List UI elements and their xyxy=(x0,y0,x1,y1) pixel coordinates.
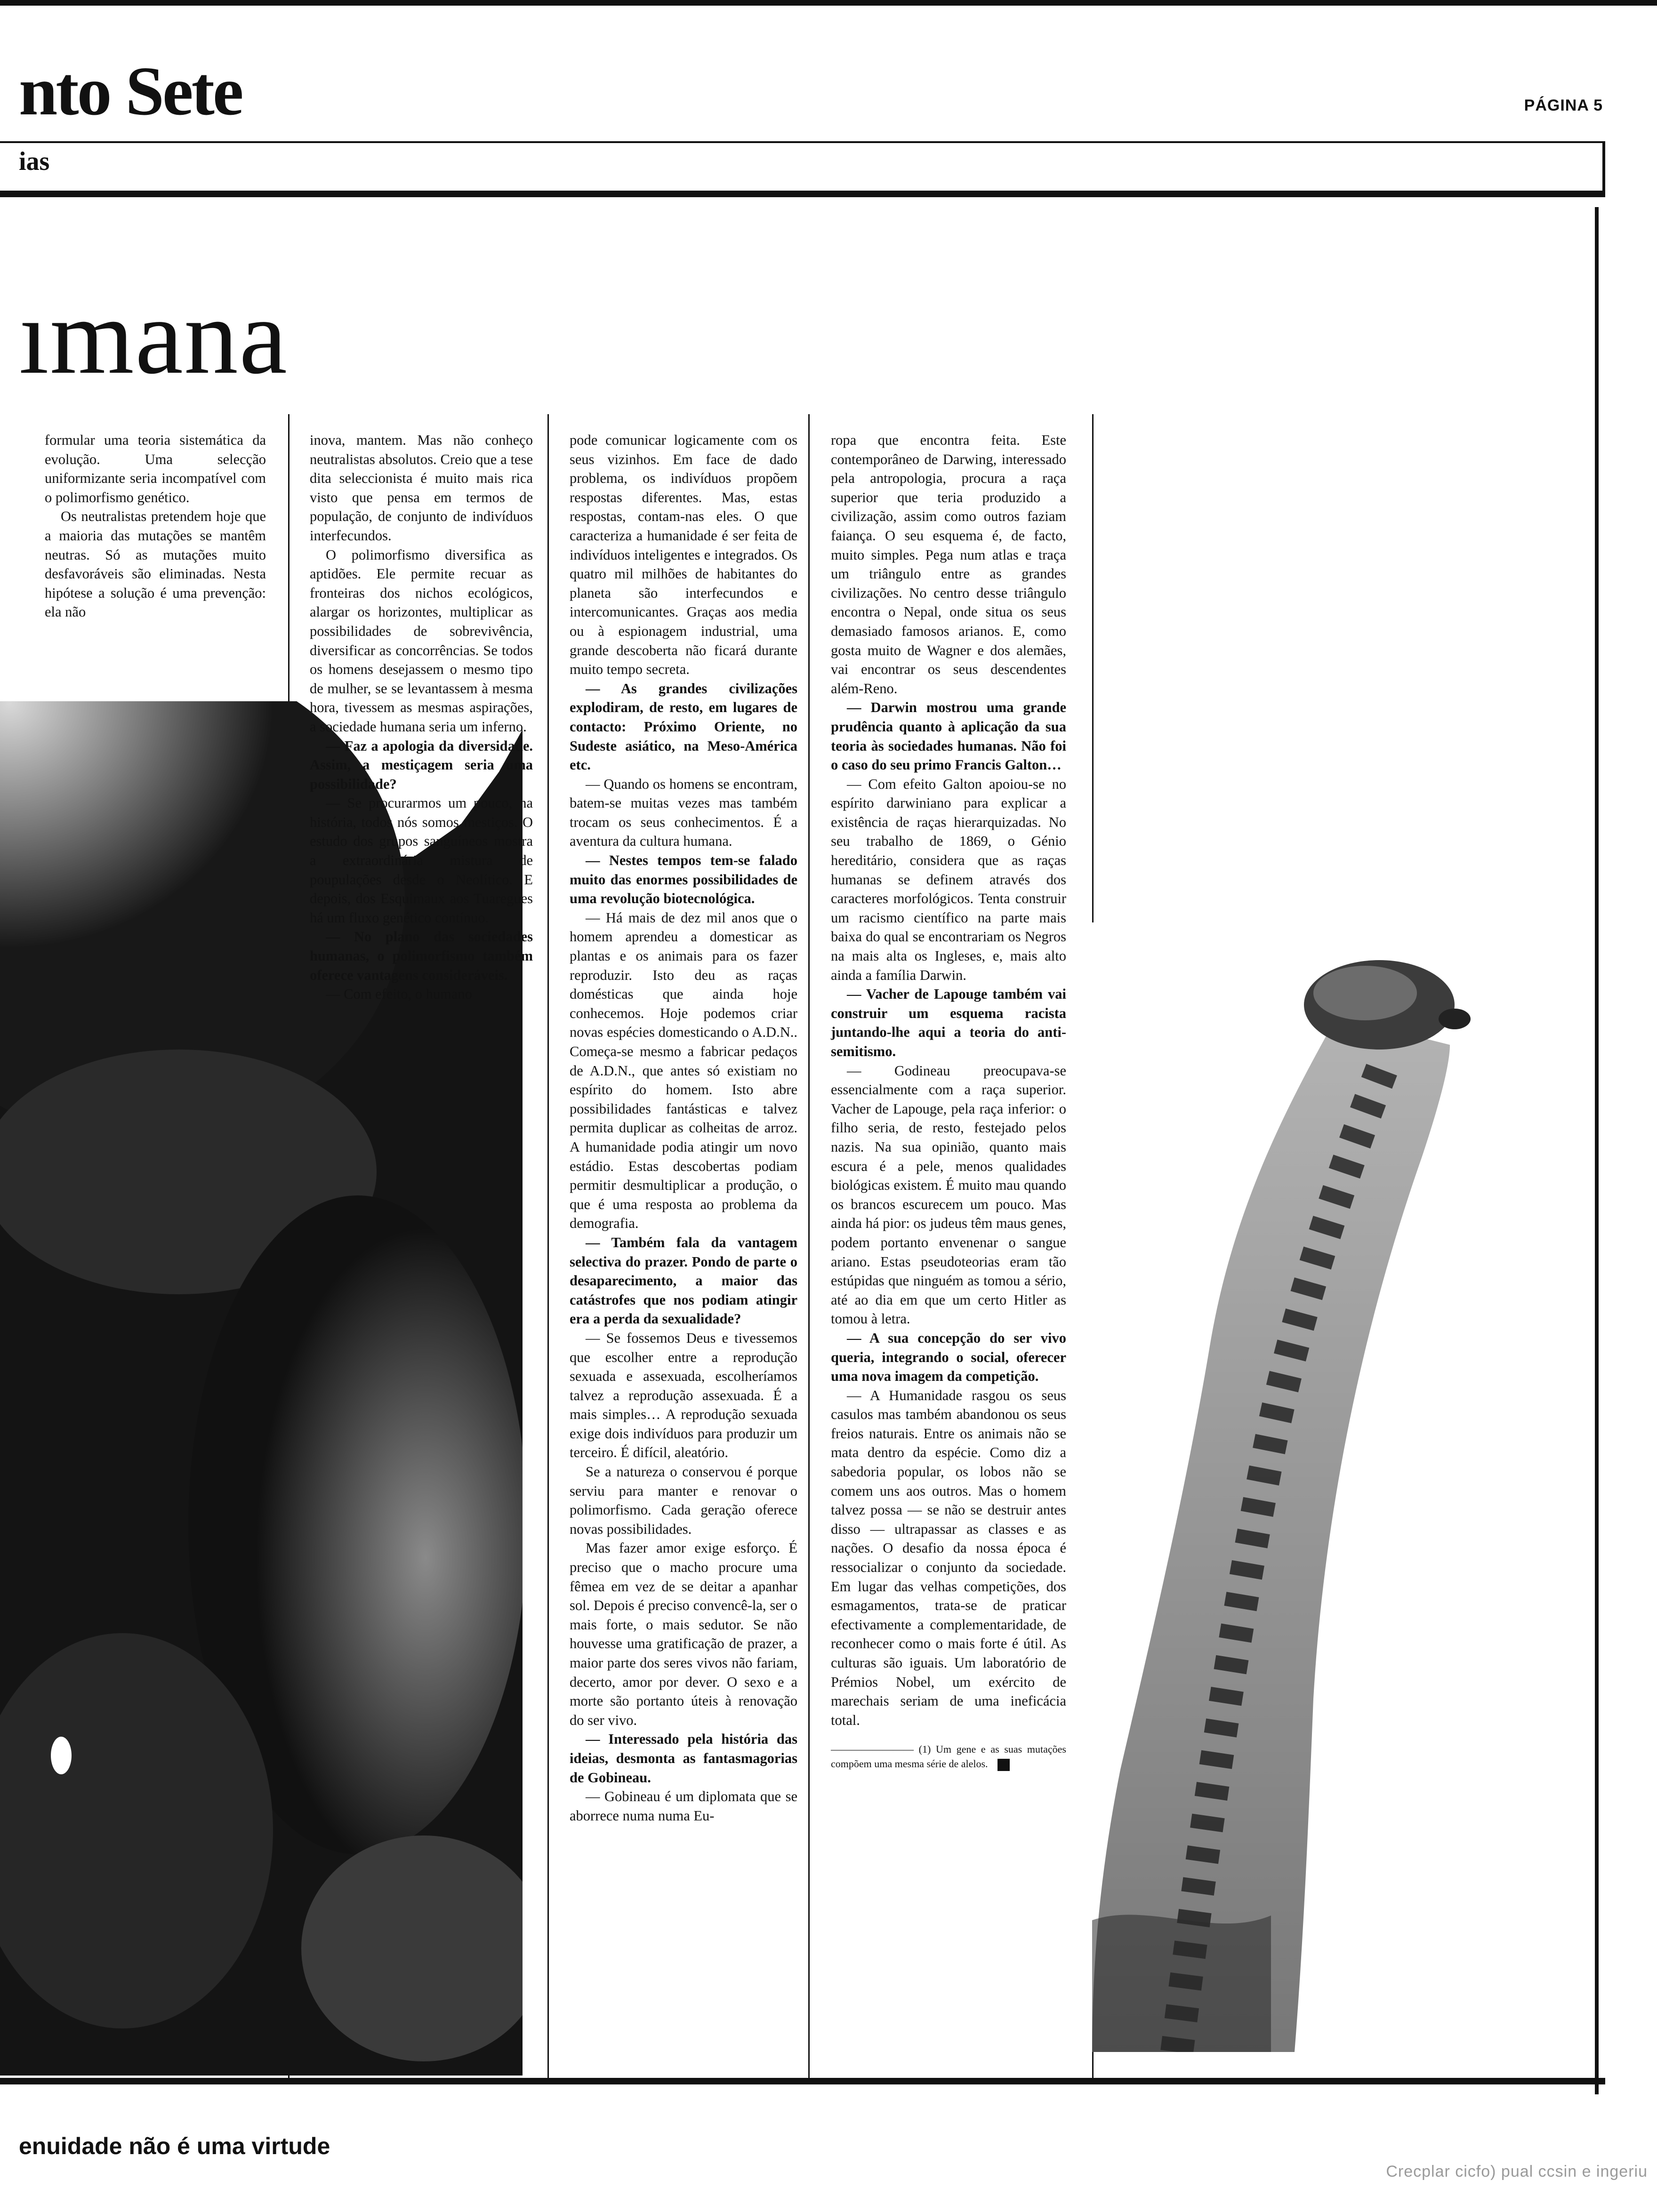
paragraph: formular uma teoria sistemática da evolução. Uma selecção uniformizante seria incompatível com o polimorfismo genético. xyxy=(45,432,266,505)
text-column-3 xyxy=(570,431,797,1825)
interview-question: — Faz a apologia da diversidade. Assim, a mestiçagem seria uma possibilidade? xyxy=(310,737,533,792)
footer-faint-text: Crecplar cicfo) pual ccsin e ingeriu xyxy=(1386,2163,1648,2180)
interview-question: — Darwin mostrou uma grande prudência quanto à aplicação da sua teoria às sociedades humanas. Não foi o caso do seu primo Francis Galton… xyxy=(831,699,1066,773)
paragraph: — Gobineau é um diplomata que se aborrece numa numa Eu- xyxy=(570,1788,797,1824)
turtle-photo xyxy=(1092,922,1570,2052)
paragraph: Mas fazer amor exige esforço. É preciso que o macho procure uma fêmea em vez de se deitar a apanhar sol. Depois é preciso convencê-la, ser o mais forte, o mais sedutor. Se não houvesse uma gratificação de prazer, a maior parte dos seres vivos não fariam, decerto, amor por dever. O sexo e a morte são portanto úteis à renovação do ser vivo. xyxy=(570,1540,797,1728)
text-column-4 xyxy=(831,431,1066,1771)
masthead: nto Sete xyxy=(19,53,242,130)
column-divider xyxy=(547,414,549,2080)
paragraph: — Godineau preocupava-se essencialmente com a raça superior. Vacher de Lapouge, pela raça inferior: o filho seria, de resto, festejado pelos nazis. Na sua opinião, quanto mais escura é a pele, menos qualidades biológicas existem. É muito mau quando os brancos escurecem um pouco. Mas ainda há pior: os judeus têm maus genes, podem portanto envenenar o sangue ariano. Estas pseudoteorias eram tão estúpidas que ninguém as tomou a sério, até ao dia em que um certo Hitler as tomou à letra. xyxy=(831,1062,1066,1327)
paragraph: — Há mais de dez mil anos que o homem aprendeu a domesticar as plantas e os animais para os fazer reproduzir. Isto deu as raças domésticas que ainda hoje conhecemos. Hoje podemos criar novas espécies domesticando o A.D.N.. Começa-se mesmo a fabricar pedaços de A.D.N., que antes só existiam no espírito do homem. Isto abre possibilidades fantásticas e talvez permita duplicar as colheitas de arroz. A humanidade podia atingir um novo estádio. Estas descobertas podiam permitir desmultiplicar a produção, o que é uma resposta ao problema da demografia. xyxy=(570,909,797,1232)
header-rule-thin xyxy=(0,141,1605,143)
paragraph: O polimorfismo diversifica as aptidões. Ele permite recuar as fronteiras dos nichos ecológicos, alargar os horizontes, multiplicar as possibilidades de sobrevivência, diversificar as concorrências. Se todos os homens desejassem o mesmo tipo de mulher, se se levantassem à mesma hora, tivessem as mesmas aspirações, a sociedade humana seria um inferno. xyxy=(310,546,533,735)
interview-question: — Vacher de Lapouge também vai construir um esquema racista juntando-lhe aqui a teoria do anti-semitismo. xyxy=(831,986,1066,1059)
page-number: PÁGINA 5 xyxy=(1524,96,1603,114)
interview-question: — No plano das sociedades humanas, o polimorfismo também oferece vantagens consideráveis. xyxy=(310,929,533,983)
paragraph: — A Humanidade rasgou os seus casulos mas também abandonou os seus freios naturais. Entre os animais não se mata dentro da espécie. Como diz a sabedoria popular, os lobos não se comem uns aos outros. Mas o homem talvez possa — se não se destruir antes disso — ultrapassar as classes e as nações. O desafio da nossa época é ressocializar o conjunto da sociedade. Em lugar das velhas competições, dos esmagamentos, trata-se de praticar efectivamente a complementaridade, de reconhecer como o mais forte é útil. As culturas são iguais. Um laboratório de Prémios Nobel, um exército de marechais seriam de uma ineficácia total. xyxy=(831,1387,1066,1728)
interview-question: — Também fala da vantagem selectiva do prazer. Pondo de parte o desaparecimento, a maior das catástrofes que nos podiam atingir era a perda da sexualidade? xyxy=(570,1234,797,1327)
text-column-2 xyxy=(310,431,533,1004)
top-edge-rule xyxy=(0,0,1657,6)
paragraph: — Se procurarmos um pouco, na história, todos nós somos mestiços. O estudo dos grupos sanguíneos mostra a extraordinária mistura de poupulações desde o Neolítico. E depois, dos Esquimaux aos Tuaregues há um fluxo genético contínuo. xyxy=(310,795,533,926)
section-label: ias xyxy=(19,147,50,176)
paragraph: Os neutralistas pretendem hoje que a maioria das mutações se mantêm neutras. Só as mutações muito desfavoráveis são eliminadas. Nesta hipótese a solução é uma prevenção: ela não xyxy=(45,508,266,620)
paragraph: inova, mantem. Mas não conheço neutralistas absolutos. Creio que a tese dita seleccionista é muito mais rica visto que pensa em termos de população, de conjunto de indivíduos interfecundos. xyxy=(310,432,533,544)
footnote-text: ———————— (1) Um gene e as suas mutações compõem uma mesma série de alelos. xyxy=(831,1743,1066,1770)
interview-question: — Interessado pela história das ideias, desmonta as fantasmagorias de Gobineau. xyxy=(570,1731,797,1786)
end-mark-icon xyxy=(997,1759,1010,1771)
paragraph: — Com efeito Galton apoiou-se no espírito darwiniano para explicar a existência de raças hierarquizadas. No seu trabalho de 1869, o Génio hereditário, considera que as raças humanas se definem através dos caracteres morfológicos. Tenta construir um racismo científico na parte mais baixa do qual se encontrariam os Negros na mais alta os Ingleses, e, mais alto ainda a família Darwin. xyxy=(831,776,1066,983)
footer-teaser-text: enuidade não é uma virtude xyxy=(19,2133,330,2159)
interview-question: — Nestes tempos tem-se falado muito das enormes possibilidades de uma revolução biotecnológica. xyxy=(570,852,797,907)
paragraph: — Se fossemos Deus e tivessemos que escolher entre a reprodução sexuada e assexuada, escolheríamos talvez a reprodução assexuada. É a mais simples… A reprodução sexuada exige dois indivíduos para produzir um terceiro. É difícil, aleatório. xyxy=(570,1330,797,1461)
frame-right-border xyxy=(1595,207,1599,2094)
interview-question: — A sua concepção do ser vivo queria, integrando o social, oferecer uma nova imagem da competição. xyxy=(831,1330,1066,1385)
paragraph: — Quando os homens se encontram, batem-se muitas vezes mas também trocam os seus conhecimentos. É a aventura da cultura humana. xyxy=(570,776,797,850)
paragraph: — Com efeito, o humano xyxy=(326,986,472,1002)
turtle-photo-image xyxy=(1092,922,1570,2052)
footer-rule xyxy=(0,2078,1605,2084)
header-rule-right-tick xyxy=(1602,141,1605,197)
column-divider xyxy=(808,414,810,2080)
paragraph: ropa que encontra feita. Este contemporâneo de Darwing, interessado pela antropologia, procura a raça superior que teria produzido a civilização, assim como outros faziam faiança. O seu esquema é, de facto, muito simples. Pega num atlas e traça um triângulo entre as grandes civilizações. No centro desse triângulo encontra o Nepal, onde situa os seus demasiado famosos arianos. E, como gosta muito de Wagner e dos alemães, vai encontrar os seus descendentes além-Reno. xyxy=(831,432,1066,697)
interview-question: — As grandes civilizações explodiram, de resto, em lugares de contacto: Próximo Oriente, no Sudeste asiático, na Meso-América etc. xyxy=(570,680,797,773)
footnote xyxy=(831,1742,1066,1771)
paragraph: pode comunicar logicamente com os seus vizinhos. Em face de dado problema, os indivíduos propõem respostas diferentes. Mas, estas respostas, contam-nas eles. O que caracteriza a humanidade é ser feita de indivíduos inteligentes e integrados. Os quatro mil milhões de habitantes do planeta são interfecundos e intercomunicantes. Graças aos media ou à espionagem industrial, uma grande descoberta não ficará durante muito tempo secreta. xyxy=(570,432,797,678)
text-column-1 xyxy=(45,431,266,622)
header-rule-thick xyxy=(0,191,1605,197)
paragraph: Se a natureza o conservou é porque serviu para manter e renovar o polimorfismo. Cada geração oferece novas possibilidades. xyxy=(570,1464,797,1537)
headline: ımana xyxy=(19,276,288,396)
